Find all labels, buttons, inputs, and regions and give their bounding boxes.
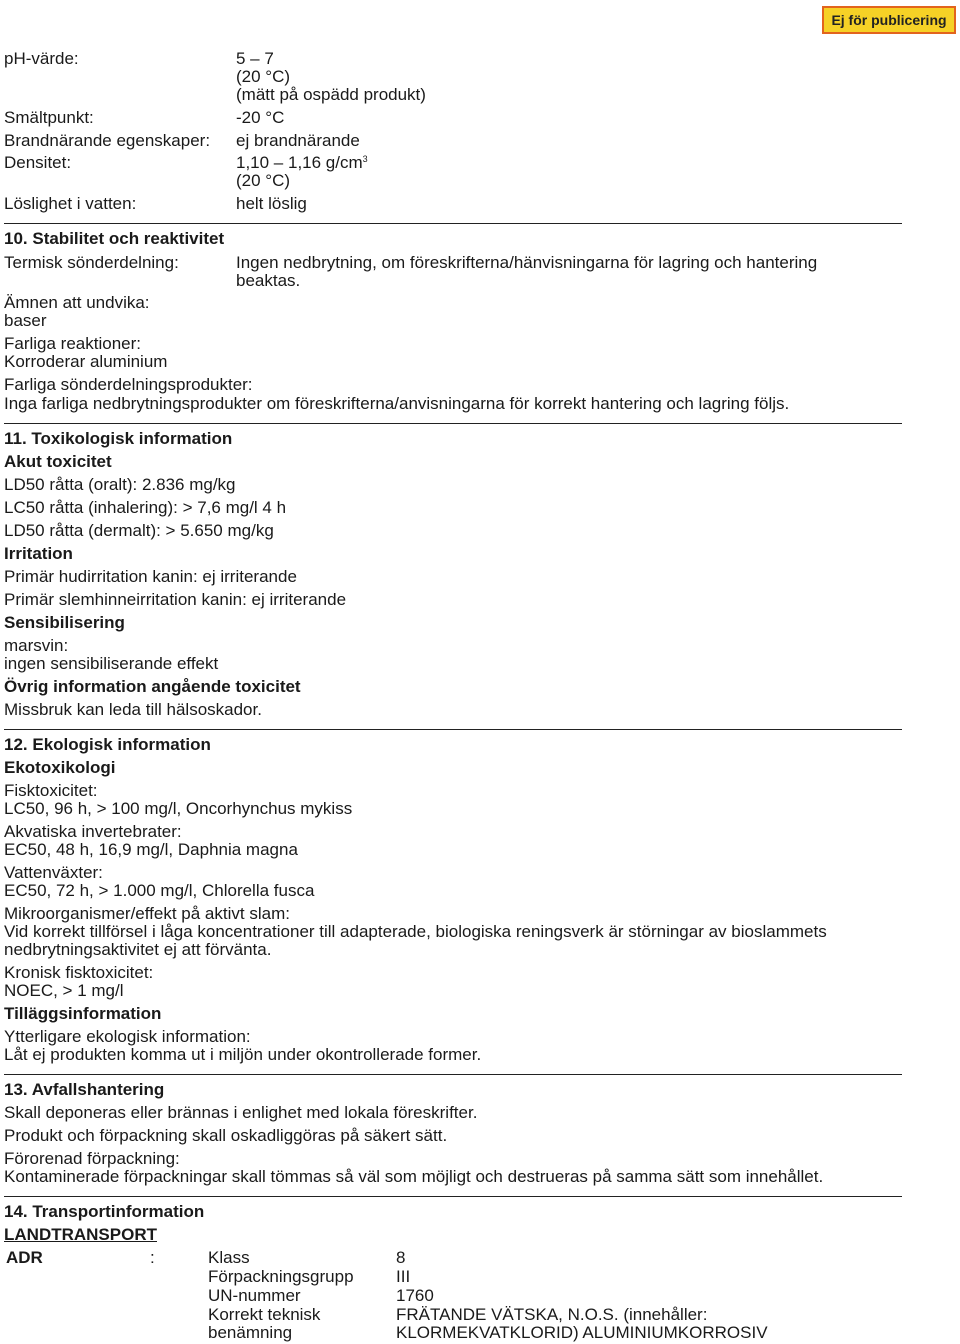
disposal-line-1: Skall deponeras eller brännas i enlighet med lokala föreskrifter. xyxy=(4,1103,478,1122)
reactions-label: Farliga reaktioner: xyxy=(4,334,142,353)
transport-key: Klass xyxy=(208,1248,250,1267)
oxidizing-label: Brandnärande egenskaper: xyxy=(4,131,211,150)
acute-inhalation: LC50 råtta (inhalering): > 7,6 mg/l 4 h xyxy=(4,498,287,517)
skin-irritation: Primär hudirritation kanin: ej irriterande xyxy=(4,567,297,586)
ecotoxicology-heading: Ekotoxikologi xyxy=(4,758,116,777)
disposal-line-2: Produkt och förpackning skall oskadliggöras på säkert sätt. xyxy=(4,1126,448,1145)
contaminated-packaging-label: Förorenad förpackning: xyxy=(4,1149,180,1168)
thermal-decomposition-value-cont: beaktas. xyxy=(236,271,301,290)
transport-key: UN-nummer xyxy=(208,1286,301,1305)
adr-colon: : xyxy=(150,1248,155,1267)
density-superscript: 3 xyxy=(362,154,368,164)
ph-temperature: (20 °C) xyxy=(236,67,291,86)
transport-key: Förpackningsgrupp xyxy=(208,1267,354,1286)
avoid-label: Ämnen att undvika: xyxy=(4,293,150,312)
transport-value: FRÄTANDE VÄTSKA, N.O.S. (innehåller: xyxy=(396,1305,708,1324)
section-13-heading: 13. Avfallshantering xyxy=(4,1080,165,1099)
additional-info-label: Ytterligare ekologisk information: xyxy=(4,1027,251,1046)
section-10-heading: 10. Stabilitet och reaktivitet xyxy=(4,229,225,248)
not-for-publication-badge: Ej för publicering xyxy=(822,6,956,34)
microorganisms-label: Mikroorganismer/effekt på aktivt slam: xyxy=(4,904,290,923)
contaminated-packaging-value: Kontaminerade förpackningar skall tömmas så väl som möjligt och destrueras på samma sätt som innehållet. xyxy=(4,1167,824,1186)
solubility-value: helt löslig xyxy=(236,194,307,213)
thermal-decomposition-label: Termisk sönderdelning: xyxy=(4,253,179,272)
transport-value: KLORMEKVATKLORID) ALUMINIUMKORROSIV xyxy=(396,1323,768,1342)
section-12-heading: 12. Ekologisk information xyxy=(4,735,211,754)
other-toxicity-heading: Övrig information angående toxicitet xyxy=(4,677,301,696)
additional-info-value: Låt ej produkten komma ut i miljön under okontrollerade former. xyxy=(4,1045,482,1064)
irritation-heading: Irritation xyxy=(4,544,73,563)
section-divider xyxy=(4,1074,902,1075)
ph-note: (mätt på ospädd produkt) xyxy=(236,85,426,104)
transport-key: Korrekt teknisk xyxy=(208,1305,321,1324)
section-11-heading: 11. Toxikologisk information xyxy=(4,429,233,448)
ph-label: pH-värde: xyxy=(4,49,79,68)
density-temperature: (20 °C) xyxy=(236,171,291,190)
chronic-fish-value: NOEC, > 1 mg/l xyxy=(4,981,124,1000)
sensitization-species: marsvin: xyxy=(4,636,69,655)
chronic-fish-label: Kronisk fisktoxicitet: xyxy=(4,963,154,982)
section-divider xyxy=(4,223,902,224)
section-14-heading: 14. Transportinformation xyxy=(4,1202,205,1221)
section-divider xyxy=(4,729,902,730)
section-divider xyxy=(4,1196,902,1197)
melting-point-label: Smältpunkt: xyxy=(4,108,94,127)
melting-point-value: -20 °C xyxy=(236,108,285,127)
fish-toxicity-value: LC50, 96 h, > 100 mg/l, Oncorhynchus mykiss xyxy=(4,799,353,818)
avoid-value: baser xyxy=(4,311,47,330)
fish-toxicity-label: Fisktoxicitet: xyxy=(4,781,98,800)
aquatic-plants-value: EC50, 72 h, > 1.000 mg/l, Chlorella fusca xyxy=(4,881,315,900)
microorganisms-value: Vid korrekt tillförsel i låga koncentrationer till adapterade, biologiska reningsverk är störningar av bioslammets xyxy=(4,922,827,941)
section-divider xyxy=(4,423,902,424)
density-value: 1,10 – 1,16 $g/cm^3$ xyxy=(236,153,368,172)
acute-toxicity-heading: Akut toxicitet xyxy=(4,452,112,471)
sensitization-heading: Sensibilisering xyxy=(4,613,125,632)
acute-oral: LD50 råtta (oralt): 2.836 mg/kg xyxy=(4,475,236,494)
reactions-value: Korroderar aluminium xyxy=(4,352,168,371)
invertebrates-value: EC50, 48 h, 16,9 mg/l, Daphnia magna xyxy=(4,840,298,859)
transport-key: benämning xyxy=(208,1323,293,1342)
adr-label: ADR xyxy=(6,1248,43,1267)
thermal-decomposition-value: Ingen nedbrytning, om föreskrifterna/hänvisningarna för lagring och hantering xyxy=(236,253,818,272)
oxidizing-value: ej brandnärande xyxy=(236,131,360,150)
transport-value: 1760 xyxy=(396,1286,434,1305)
decomposition-products-label: Farliga sönderdelningsprodukter: xyxy=(4,375,253,394)
density-label: Densitet: xyxy=(4,153,72,172)
additional-info-heading: Tilläggsinformation xyxy=(4,1004,162,1023)
land-transport-heading: LANDTRANSPORT xyxy=(4,1225,157,1244)
other-toxicity-text: Missbruk kan leda till hälsoskador. xyxy=(4,700,262,719)
sensitization-result: ingen sensibiliserande effekt xyxy=(4,654,219,673)
ph-value: 5 – 7 xyxy=(236,49,274,68)
transport-value: III xyxy=(396,1267,411,1286)
solubility-label: Löslighet i vatten: xyxy=(4,194,137,213)
aquatic-plants-label: Vattenväxter: xyxy=(4,863,103,882)
mucosa-irritation: Primär slemhinneirritation kanin: ej irriterande xyxy=(4,590,347,609)
decomposition-products-value: Inga farliga nedbrytningsprodukter om föreskrifterna/anvisningarna för korrekt hantering och lagring följs. xyxy=(4,394,790,413)
microorganisms-value-cont: nedbrytningsaktivitet ej att förvänta. xyxy=(4,940,272,959)
acute-dermal: LD50 råtta (dermalt): > 5.650 mg/kg xyxy=(4,521,274,540)
transport-value: 8 xyxy=(396,1248,406,1267)
invertebrates-label: Akvatiska invertebrater: xyxy=(4,822,182,841)
